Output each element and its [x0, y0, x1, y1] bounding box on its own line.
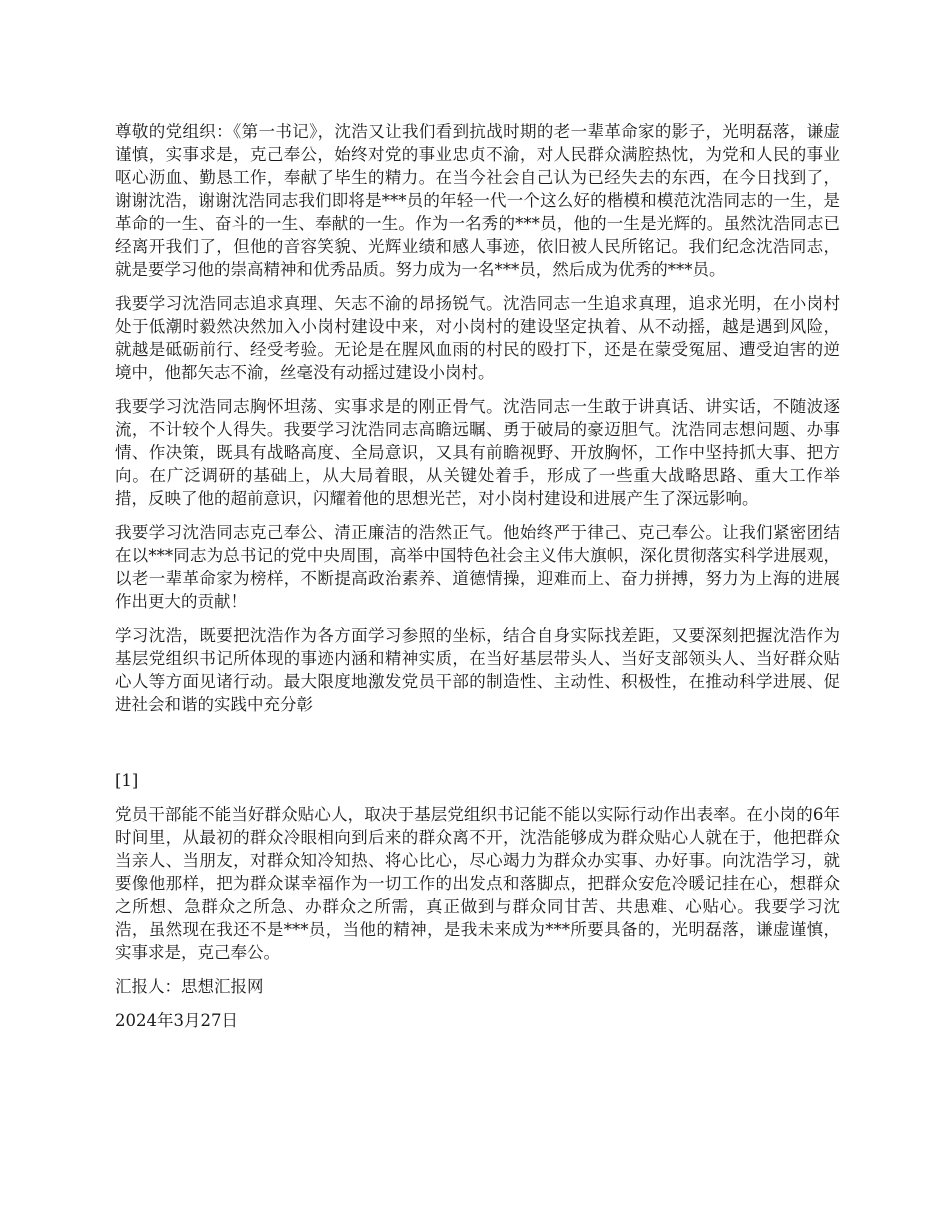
paragraph-integrity: 我要学习沈浩同志胸怀坦荡、实事求是的刚正骨气。沈浩同志一生敢于讲真话、讲实话，不随波逐流，不计较个人得失。我要学习沈浩同志高瞻远瞩、勇于破局的豪迈胆气。沈浩同志想问题、办事情、作决策，既具有战略高度、全局意识，又具有前瞻视野、开放胸怀，工作中坚持抓大事、把方向。在广泛调研的基础上，从大局着眼，从关键处着手，形成了一些重大战略思路、重大工作举措，反映了他的超前意识，闪耀着他的思想光芒，对小岗村建设和进展产生了深远影响。 — [115, 397, 840, 508]
footnote-reference: [1] — [115, 771, 139, 790]
paragraph-intro: 尊敬的党组织：《第一书记》，沈浩又让我们看到抗战时期的老一辈革命家的影子，光明磊落，谦虚谨慎，实事求是，克己奉公，始终对党的事业忠贞不渝，对人民群众满腔热忱，为党和人民的事业呕心沥血、勤恳工作，奉献了毕生的精力。在当今社会自己认为已经失去的东西，在今日找到了，谢谢沈浩，谢谢沈浩同志我们即将是***员的年轻一代一个这么好的楷模和模范沈浩同志的一生，是革命的一生、奋斗的一生、奉献的一生。作为一名秀的***员，他的一生是光辉的。虽然沈浩同志已经离开我们了，但他的音容笑貌、光辉业绩和感人事迹，依旧被人民所铭记。我们纪念沈浩同志，就是要学习他的崇高精神和优秀品质。努力成为一名***员，然后成为优秀的***员。 — [115, 122, 840, 279]
document-page — [115, 120, 840, 1043]
section-gap — [115, 727, 840, 769]
report-date: 2024年3月27日 — [115, 1011, 238, 1030]
reporter-line: 汇报人：思想汇报网 — [115, 977, 264, 996]
paragraph-truth: 我要学习沈浩同志追求真理、矢志不渝的昂扬锐气。沈浩同志一生追求真理，追求光明，在小岗村处于低潮时毅然决然加入小岗村建设中来，对小岗村的建设坚定执着、从不动摇，越是遇到风险，就越是砥砺前行、经受考验。无论是在腥风血雨的村民的殴打下，还是在蒙受冤屈、遭受迫害的逆境中，他都矢志不渝，丝毫没有动摇过建设小岗村。 — [115, 294, 840, 382]
paragraph-mass-line: 党员干部能不能当好群众贴心人，取决于基层党组织书记能不能以实际行动作出表率。在小岗的6年时间里，从最初的群众冷眼相向到后来的群众离不开，沈浩能够成为群众贴心人就在于，他把群众当亲人、当朋友，对群众知冷知热、将心比心，尽心竭力为群众办实事、办好事。向沈浩学习，就要像他那样，把为群众谋幸福作为一切工作的出发点和落脚点，把群众安危冷暖记挂在心，想群众之所想、急群众之所急、办群众之所需，真正做到与群众同甘苦、共患难、心贴心。我要学习沈浩，虽然现在我还不是***员，当他的精神，是我未来成为***所要具备的，光明磊落，谦虚谨慎，实事求是，克己奉公。 — [115, 805, 840, 962]
paragraph-learning: 学习沈浩，既要把沈浩作为各方面学习参照的坐标，结合自身实际找差距，又要深刻把握沈浩作为基层党组织书记所体现的事迹内涵和精神实质，在当好基层带头人、当好支部领头人、当好群众贴心人等方面见诸行动。最大限度地激发党员干部的制造性、主动性、积极性，在推动科学进展、促进社会和谐的实践中充分彰 — [115, 626, 840, 714]
paragraph-selfless: 我要学习沈浩同志克己奉公、清正廉洁的浩然正气。他始终严于律己、克己奉公。让我们紧密团结在以***同志为总书记的党中央周围，高举中国特色社会主义伟大旗帜，深化贯彻落实科学进展观，以老一辈革命家为榜样，不断提高政治素养、道德情操，迎难而上、奋力拼搏，努力为上海的进展作出更大的贡献！ — [115, 523, 840, 611]
